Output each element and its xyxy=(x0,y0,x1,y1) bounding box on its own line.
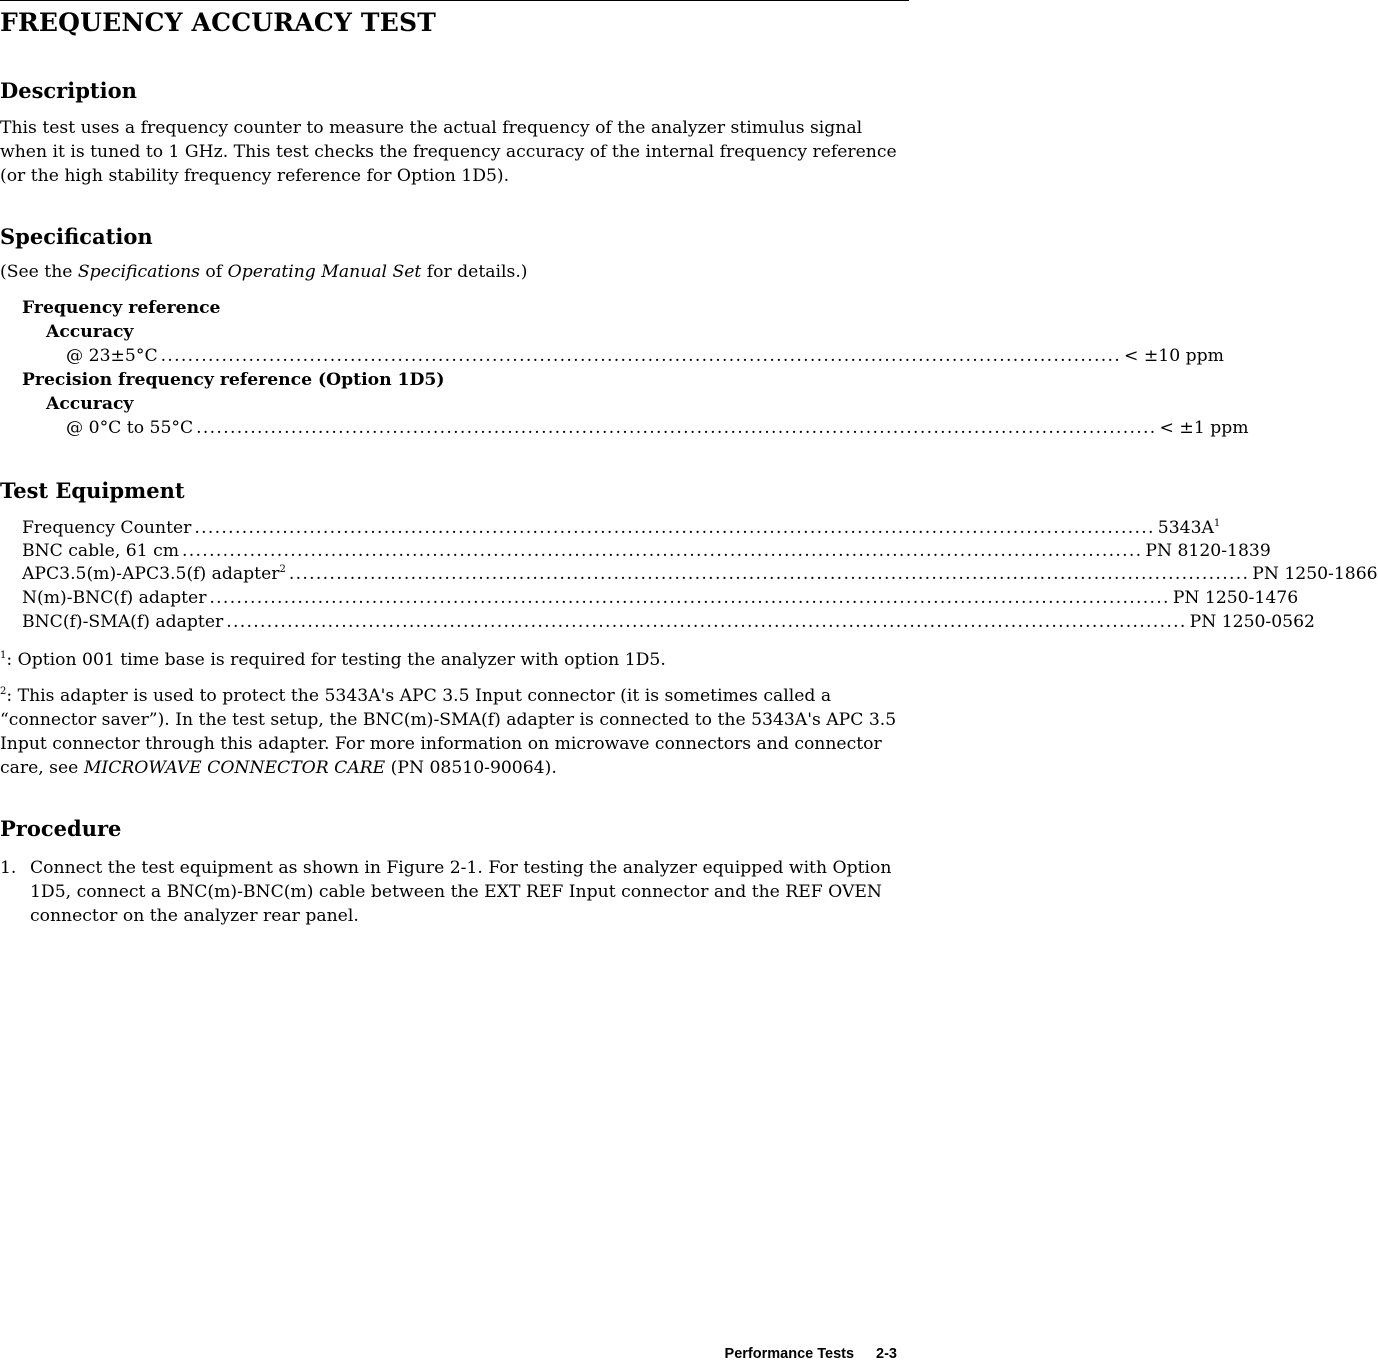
specifications-reference: Specifications xyxy=(77,262,200,282)
procedure-heading: Procedure xyxy=(0,816,122,841)
equipment-value: PN 1250-0562 xyxy=(1189,612,1315,632)
freq-ref-condition: @ 23±5°C xyxy=(66,346,158,366)
equipment-value: PN 1250-1476 xyxy=(1172,588,1299,608)
precision-value: < ±1 ppm xyxy=(1159,418,1249,438)
top-rule xyxy=(0,0,909,1)
freq-ref-accuracy-label: Accuracy xyxy=(46,322,134,342)
equipment-heading: Test Equipment xyxy=(0,478,185,503)
freq-ref-value: < ±10 ppm xyxy=(1124,346,1224,366)
footnote-1-mark: 1 xyxy=(1213,518,1221,529)
page-title: FREQUENCY ACCURACY TEST xyxy=(0,8,437,37)
step-text: Connect the test equipment as shown in Figure 2-1. For testing the analyzer equipped with Option 1D5, connect a BNC(m)-BNC(m) cable between the EXT REF Input connector and the REF OVEN connector on the analyzer rear panel. xyxy=(30,858,892,926)
precision-label: Precision frequency reference (Option 1D5) xyxy=(22,370,445,390)
connector-care-reference: MICROWAVE CONNECTOR CARE xyxy=(83,758,386,778)
specification-intro: (See the Specifications of Operating Manual Set for details.) xyxy=(0,262,528,282)
freq-ref-label: Frequency reference xyxy=(22,298,221,318)
procedure-step xyxy=(0,856,905,928)
operating-manual-reference: Operating Manual Set xyxy=(227,262,422,282)
description-heading: Description xyxy=(0,78,137,103)
precision-accuracy-label: Accuracy xyxy=(46,394,134,414)
equipment-name: APC3.5(m)-APC3.5(f) adapter$^2$ xyxy=(22,564,286,584)
equipment-row: N(m)-BNC(f) adapter .............................................................................................................................................. PN 1250-1476 xyxy=(22,588,1299,608)
precision-spec-row: @ 0°C to 55°C .............................................................................................................................................. < ±1 ppm xyxy=(66,418,1249,438)
equipment-row: Frequency Counter .............................................................................................................................................. $5343A^1$ xyxy=(22,518,1221,538)
footnote-1: $^1$: Option 001 time base is required for testing the analyzer with option 1D5. xyxy=(0,650,666,670)
equipment-value: PN 8120-1839 xyxy=(1145,541,1271,561)
description-text: This test uses a frequency counter to measure the actual frequency of the analyzer stimulus signal when it is tuned to 1 GHz. This test checks the frequency accuracy of the internal frequency reference (or the high stability frequency reference for Option 1D5). xyxy=(0,118,897,186)
equipment-value: $5343A^1$ xyxy=(1157,518,1221,538)
footnote-2: $^2$: This adapter is used to protect the 5343A's APC 3.5 Input connector (it is sometimes called a “connector saver”). In the test setup, the BNC(m)-SMA(f) adapter is connected to the 5343A's APC 3.5 Input connector through this adapter. For more information on microwave connectors and connector care, see MICROWAVE CONNECTOR CARE (PN 08510-90064). xyxy=(0,686,897,778)
equipment-row: BNC cable, 61 cm .............................................................................................................................................. PN 8120-1839 xyxy=(22,541,1271,561)
footer-section: Performance Tests xyxy=(724,1346,855,1362)
page-footer xyxy=(725,1346,897,1362)
equipment-row: BNC(f)-SMA(f) adapter .............................................................................................................................................. PN 1250-0562 xyxy=(22,612,1315,632)
equipment-name: Frequency Counter xyxy=(22,518,192,538)
equipment-row: APC3.5(m)-APC3.5(f) adapter$^2$ .............................................................................................................................................. PN 1250-1866 xyxy=(22,564,1378,584)
specification-heading: Specification xyxy=(0,224,153,249)
equipment-name: BNC(f)-SMA(f) adapter xyxy=(22,612,224,632)
precision-condition: @ 0°C to 55°C xyxy=(66,418,194,438)
equipment-name: BNC cable, 61 cm xyxy=(22,541,180,561)
footer-page-number: 2-3 xyxy=(876,1346,897,1362)
freq-ref-spec-row: @ 23±5°C .............................................................................................................................................. < ±10 ppm xyxy=(66,346,1224,366)
footnote-2-mark: 2 xyxy=(279,564,286,575)
equipment-value: PN 1250-1866 xyxy=(1252,564,1378,584)
step-number: 1. xyxy=(0,858,17,878)
equipment-name: N(m)-BNC(f) adapter xyxy=(22,588,207,608)
